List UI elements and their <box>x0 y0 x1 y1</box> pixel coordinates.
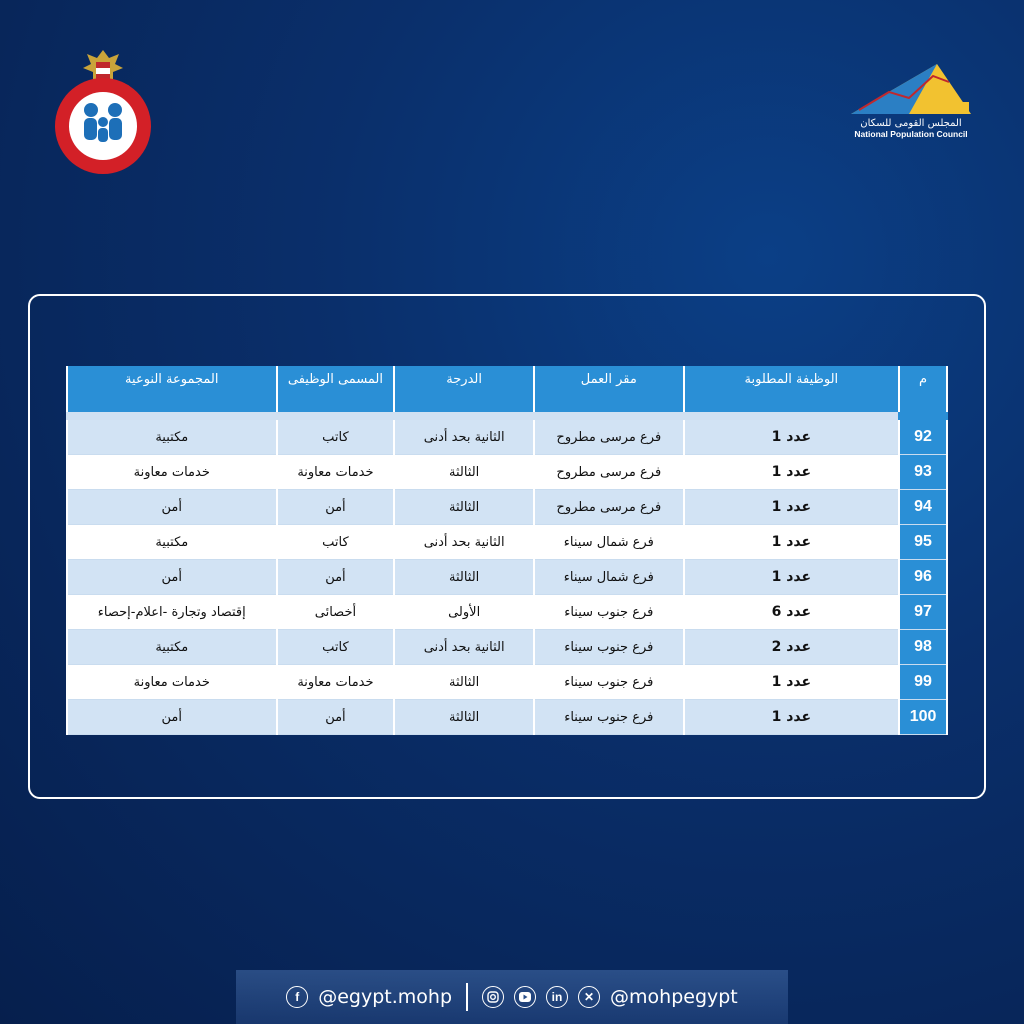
cell-group: مكتبية <box>67 630 277 665</box>
table-row <box>67 665 947 700</box>
cell-location: فرع جنوب سيناء <box>534 630 684 665</box>
youtube-icon[interactable] <box>514 986 536 1008</box>
npc-english-name: National Population Council <box>854 129 968 139</box>
table-row <box>67 455 947 490</box>
row-number: 95 <box>899 525 947 560</box>
table-row <box>67 525 947 560</box>
table-row <box>67 700 947 735</box>
cell-job: عدد 1 <box>684 490 899 525</box>
x-icon[interactable]: ✕ <box>578 986 600 1008</box>
header-job: الوظيفة المطلوبة <box>684 366 899 416</box>
cell-group: مكتبية <box>67 525 277 560</box>
cell-grade: الثالثة <box>394 560 534 595</box>
cell-location: فرع مرسى مطروح <box>534 455 684 490</box>
cell-job: عدد 2 <box>684 630 899 665</box>
cell-grade: الثانية بحد أدنى <box>394 416 534 455</box>
cell-job: عدد 1 <box>684 560 899 595</box>
cell-grade: الثانية بحد أدنى <box>394 630 534 665</box>
cell-group: أمن <box>67 490 277 525</box>
cell-grade: الثالثة <box>394 665 534 700</box>
cell-job: عدد 1 <box>684 455 899 490</box>
cell-group: أمن <box>67 700 277 735</box>
header-group: المجموعة النوعية <box>67 366 277 416</box>
national-population-council-logo <box>848 62 974 154</box>
cell-job: عدد 1 <box>684 416 899 455</box>
cell-title: أمن <box>277 490 395 525</box>
linkedin-icon[interactable]: in <box>546 986 568 1008</box>
cell-title: أخصائى <box>277 595 395 630</box>
table-row <box>67 416 947 455</box>
cell-job: عدد 6 <box>684 595 899 630</box>
cell-location: فرع مرسى مطروح <box>534 416 684 455</box>
header-grade: الدرجة <box>394 366 534 416</box>
cell-location: فرع مرسى مطروح <box>534 490 684 525</box>
cell-grade: الثالثة <box>394 700 534 735</box>
cell-group: خدمات معاونة <box>67 455 277 490</box>
cell-location: فرع شمال سيناء <box>534 560 684 595</box>
cell-grade: الأولى <box>394 595 534 630</box>
divider <box>466 983 468 1011</box>
row-number: 100 <box>899 700 947 735</box>
cell-group: خدمات معاونة <box>67 665 277 700</box>
cell-group: مكتبية <box>67 416 277 455</box>
cell-group: أمن <box>67 560 277 595</box>
cell-grade: الثانية بحد أدنى <box>394 525 534 560</box>
handle-right[interactable]: @mohpegypt <box>610 986 738 1008</box>
cell-group: إقتصاد وتجارة -اعلام-إحصاء <box>67 595 277 630</box>
cell-grade: الثالثة <box>394 490 534 525</box>
cell-location: فرع جنوب سيناء <box>534 665 684 700</box>
cell-location: فرع جنوب سيناء <box>534 595 684 630</box>
row-number: 96 <box>899 560 947 595</box>
table-row <box>67 630 947 665</box>
cell-grade: الثالثة <box>394 455 534 490</box>
instagram-icon[interactable] <box>482 986 504 1008</box>
cell-title: كاتب <box>277 525 395 560</box>
row-number: 93 <box>899 455 947 490</box>
cell-title: كاتب <box>277 416 395 455</box>
row-number: 98 <box>899 630 947 665</box>
row-number: 92 <box>899 416 947 455</box>
table-row <box>67 490 947 525</box>
social-footer <box>236 970 788 1024</box>
facebook-icon[interactable]: f <box>286 986 308 1008</box>
cell-job: عدد 1 <box>684 700 899 735</box>
header-num: م <box>899 366 947 416</box>
cell-title: خدمات معاونة <box>277 455 395 490</box>
row-number: 94 <box>899 490 947 525</box>
row-number: 99 <box>899 665 947 700</box>
cell-title: أمن <box>277 700 395 735</box>
cell-job: عدد 1 <box>684 665 899 700</box>
table-row <box>67 595 947 630</box>
cell-job: عدد 1 <box>684 525 899 560</box>
cell-title: كاتب <box>277 630 395 665</box>
handle-left[interactable]: @egypt.mohp <box>318 986 453 1008</box>
table-header-row <box>67 366 947 416</box>
npc-arabic-name: المجلس القومى للسكان <box>860 118 962 129</box>
table-row <box>67 560 947 595</box>
jobs-table <box>66 366 948 735</box>
header-location: مقر العمل <box>534 366 684 416</box>
ministry-of-health-logo <box>46 48 160 176</box>
cell-title: أمن <box>277 560 395 595</box>
row-number: 97 <box>899 595 947 630</box>
cell-location: فرع شمال سيناء <box>534 525 684 560</box>
cell-location: فرع جنوب سيناء <box>534 700 684 735</box>
header-title: المسمى الوظيفى <box>277 366 395 416</box>
cell-title: خدمات معاونة <box>277 665 395 700</box>
